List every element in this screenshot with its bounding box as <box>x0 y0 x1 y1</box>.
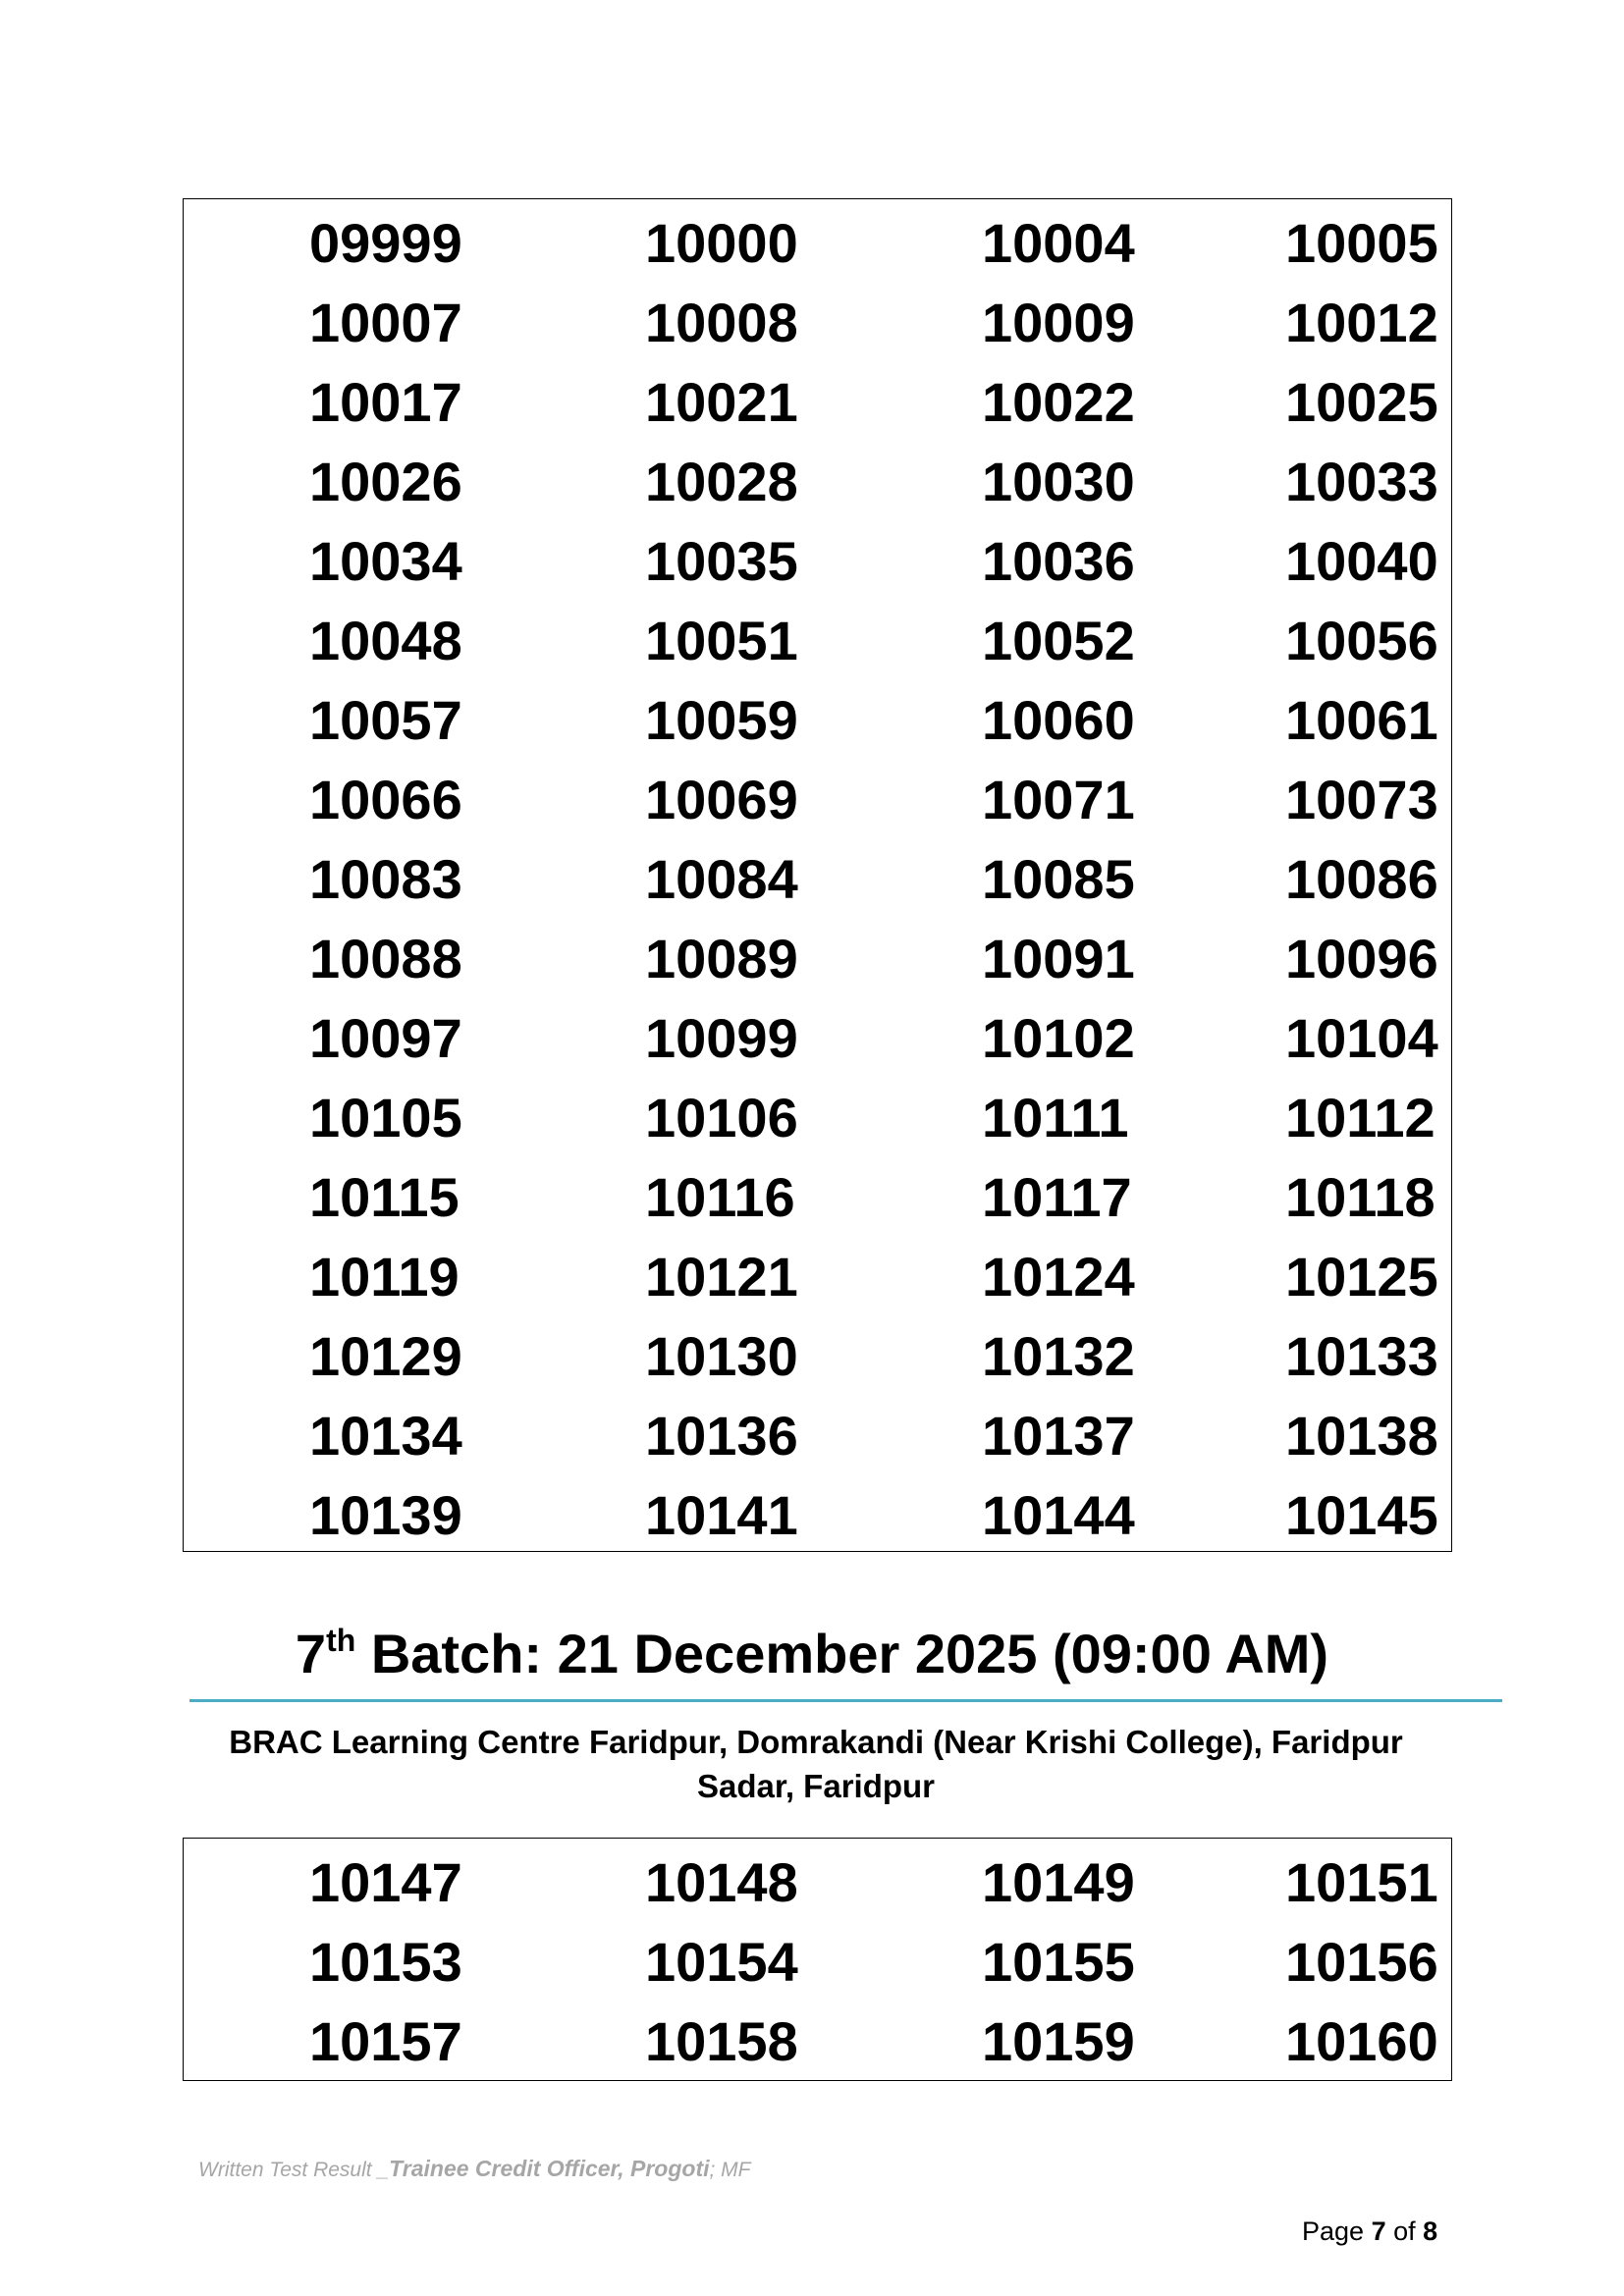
roll-number-cell: 09999 <box>309 212 462 274</box>
batch-title: Batch: 21 December 2025 (09:00 AM) <box>355 1623 1329 1684</box>
footer-prefix: Written Test Result _ <box>198 2159 390 2181</box>
roll-number-cell: 10153 <box>309 1931 462 1993</box>
footer-suffix: ; MF <box>709 2159 751 2181</box>
venue-line-2: Sadar, Faridpur <box>696 1768 936 1804</box>
roll-number-cell: 10086 <box>1285 848 1438 910</box>
roll-number-cell: 10148 <box>645 1851 798 1913</box>
roll-number-cell: 10129 <box>309 1325 462 1387</box>
roll-number-cell: 10147 <box>309 1851 462 1913</box>
roll-number-cell: 10156 <box>1285 1931 1438 1993</box>
roll-number-cell: 10061 <box>1285 689 1438 751</box>
roll-number-cell: 10136 <box>645 1405 798 1467</box>
roll-number-cell: 10091 <box>982 928 1135 989</box>
roll-number-cell: 10155 <box>982 1931 1135 1993</box>
roll-number-cell: 10125 <box>1285 1246 1438 1308</box>
table-row <box>184 680 1451 760</box>
roll-number-cell: 10000 <box>645 212 798 274</box>
table-row <box>184 2002 1451 2081</box>
roll-number-cell: 10034 <box>309 530 462 592</box>
roll-number-cell: 10017 <box>309 371 462 433</box>
roll-number-cell: 10089 <box>645 928 798 989</box>
roll-number-cell: 10073 <box>1285 769 1438 830</box>
roll-number-cell: 10134 <box>309 1405 462 1467</box>
roll-number-cell: 10133 <box>1285 1325 1438 1387</box>
roll-number-cell: 10022 <box>982 371 1135 433</box>
roll-number-cell: 10012 <box>1285 292 1438 353</box>
roll-number-cell: 10096 <box>1285 928 1438 989</box>
roll-number-cell: 10059 <box>645 689 798 751</box>
footer-position: Trainee Credit Officer, Progoti <box>389 2156 710 2181</box>
venue-address <box>192 1720 1439 1808</box>
roll-number-cell: 10137 <box>982 1405 1135 1467</box>
roll-number-cell: 10104 <box>1285 1007 1438 1069</box>
roll-number-cell: 10139 <box>309 1484 462 1546</box>
roll-number-cell: 10007 <box>309 292 462 353</box>
roll-number-cell: 10057 <box>309 689 462 751</box>
roll-number-cell: 10159 <box>982 2010 1135 2072</box>
table-row <box>184 1157 1451 1237</box>
table-row <box>184 1922 1451 2002</box>
batch-heading <box>0 1620 1624 1688</box>
page-number <box>1302 2216 1437 2247</box>
footer-note <box>198 2156 751 2182</box>
roll-number-cell: 10102 <box>982 1007 1135 1069</box>
roll-number-cell: 10035 <box>645 530 798 592</box>
table-row <box>184 1078 1451 1157</box>
roll-number-cell: 10026 <box>309 451 462 512</box>
roll-number-cell: 10132 <box>982 1325 1135 1387</box>
roll-number-cell: 10106 <box>645 1087 798 1148</box>
roll-number-cell: 10085 <box>982 848 1135 910</box>
table-row <box>184 760 1451 839</box>
roll-number-cell: 10052 <box>982 610 1135 671</box>
roll-number-cell: 10060 <box>982 689 1135 751</box>
roll-number-cell: 10099 <box>645 1007 798 1069</box>
table-row <box>184 1396 1451 1475</box>
roll-number-cell: 10021 <box>645 371 798 433</box>
roll-number-cell: 10051 <box>645 610 798 671</box>
roll-number-cell: 10145 <box>1285 1484 1438 1546</box>
roll-number-cell: 10088 <box>309 928 462 989</box>
roll-number-cell: 10118 <box>1285 1166 1435 1228</box>
roll-number-cell: 10141 <box>645 1484 798 1546</box>
roll-number-cell: 10121 <box>645 1246 798 1308</box>
roll-number-cell: 10149 <box>982 1851 1135 1913</box>
roll-number-cell: 10033 <box>1285 451 1438 512</box>
table-row <box>184 839 1451 919</box>
table-row <box>184 919 1451 998</box>
table-row <box>184 283 1451 362</box>
roll-number-cell: 10048 <box>309 610 462 671</box>
roll-number-cell: 10105 <box>309 1087 462 1148</box>
roll-number-cell: 10008 <box>645 292 798 353</box>
table-row <box>184 601 1451 680</box>
page-of: of <box>1385 2216 1424 2246</box>
roll-number-cell: 10028 <box>645 451 798 512</box>
table-row <box>184 1237 1451 1316</box>
roll-number-cell: 10030 <box>982 451 1135 512</box>
roll-number-cell: 10009 <box>982 292 1135 353</box>
roll-number-cell: 10116 <box>645 1166 795 1228</box>
batch-ordinal-suffix: th <box>326 1623 356 1658</box>
roll-number-cell: 10151 <box>1285 1851 1438 1913</box>
table-row <box>184 521 1451 601</box>
roll-number-cell: 10071 <box>982 769 1135 830</box>
roll-number-cell: 10158 <box>645 2010 798 2072</box>
heading-divider <box>189 1699 1502 1702</box>
roll-number-cell: 10160 <box>1285 2010 1438 2072</box>
table-row <box>184 362 1451 442</box>
roll-number-table-2 <box>183 1838 1452 2081</box>
roll-number-cell: 10124 <box>982 1246 1135 1308</box>
page-label: Page <box>1302 2216 1372 2246</box>
batch-number: 7 <box>295 1623 327 1684</box>
table-row <box>184 442 1451 521</box>
table-row <box>184 1475 1451 1555</box>
roll-number-cell: 10115 <box>309 1166 460 1228</box>
roll-number-cell: 10117 <box>982 1166 1132 1228</box>
roll-number-cell: 10066 <box>309 769 462 830</box>
page-current: 7 <box>1371 2216 1386 2246</box>
roll-number-cell: 10111 <box>982 1087 1129 1148</box>
roll-number-cell: 10005 <box>1285 212 1438 274</box>
table-row <box>184 1316 1451 1396</box>
table-row <box>184 998 1451 1078</box>
page-total: 8 <box>1423 2216 1438 2246</box>
roll-number-cell: 10119 <box>309 1246 460 1308</box>
roll-number-cell: 10069 <box>645 769 798 830</box>
table-row <box>184 203 1451 283</box>
roll-number-cell: 10112 <box>1285 1087 1435 1148</box>
roll-number-cell: 10157 <box>309 2010 462 2072</box>
roll-number-cell: 10154 <box>645 1931 798 1993</box>
roll-number-cell: 10056 <box>1285 610 1438 671</box>
venue-line-1: BRAC Learning Centre Faridpur, Domrakandi (Near Krishi College), Faridpur <box>229 1724 1403 1760</box>
roll-number-cell: 10084 <box>645 848 798 910</box>
roll-number-cell: 10036 <box>982 530 1135 592</box>
roll-number-cell: 10083 <box>309 848 462 910</box>
roll-number-cell: 10097 <box>309 1007 462 1069</box>
roll-number-cell: 10004 <box>982 212 1135 274</box>
roll-number-cell: 10130 <box>645 1325 798 1387</box>
roll-number-cell: 10144 <box>982 1484 1135 1546</box>
roll-number-cell: 10138 <box>1285 1405 1438 1467</box>
roll-number-table-1 <box>183 198 1452 1552</box>
roll-number-cell: 10025 <box>1285 371 1438 433</box>
roll-number-cell: 10040 <box>1285 530 1438 592</box>
table-row <box>184 1842 1451 1922</box>
